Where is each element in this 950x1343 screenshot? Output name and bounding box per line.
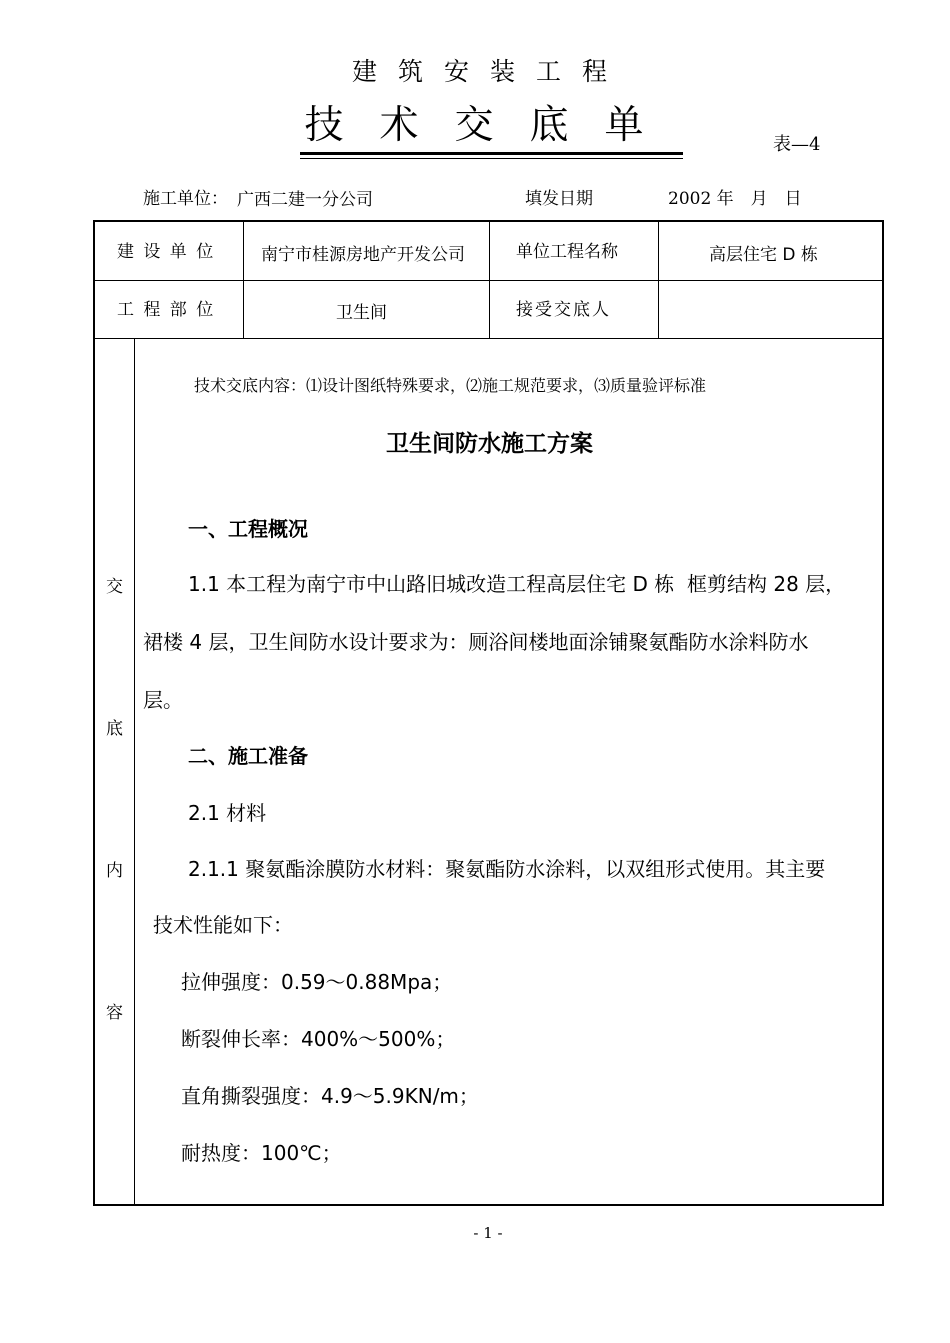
side-label-char: 容 — [106, 1003, 123, 1023]
builder-value: 南宁市桂源房地产开发公司 — [261, 245, 465, 265]
title-rule-thin — [300, 158, 683, 159]
builder-label: 建 设 单 位 — [117, 242, 216, 262]
plan-title: 卫生间防水施工方案 — [386, 431, 593, 457]
spec-item: 拉伸强度：0.59～0.88Mpa； — [181, 970, 453, 994]
issue-date-value: 2002 年 月 日 — [668, 189, 802, 209]
location-value: 卫生间 — [336, 303, 387, 323]
construction-unit-value: 广西二建一分公司 — [237, 190, 373, 210]
document-title-line1: 建筑安装工程 — [351, 57, 628, 86]
content-intro: 技术交底内容：⑴设计图纸特殊要求，⑵施工规范要求，⑶质量验评标准 — [194, 376, 707, 395]
receiver-label: 接受交底人 — [516, 300, 611, 320]
spec-item: 直角撕裂强度：4.9～5.9KN/m； — [181, 1084, 479, 1108]
document-title-line2: 技术交底单 — [304, 103, 680, 148]
paragraph-line: 裙楼 4 层，卫生间防水设计要求为：厕浴间楼地面涂铺聚氨酯防水涂料防水 — [143, 630, 809, 654]
project-name-label: 单位工程名称 — [516, 242, 618, 262]
page-number: - 1 - — [473, 1224, 503, 1242]
side-label-char: 交 — [106, 577, 123, 597]
table-col-divider — [134, 339, 135, 1204]
side-label-char: 内 — [106, 861, 123, 881]
title-rule-thick — [300, 152, 683, 155]
issue-date-label: 填发日期 — [525, 189, 593, 209]
section-heading: 二、施工准备 — [188, 744, 308, 768]
spec-item: 断裂伸长率：400%～500%； — [181, 1027, 456, 1051]
form-number: 表—4 — [773, 134, 821, 155]
project-name-value: 高层住宅 D 栋 — [709, 245, 818, 265]
spec-item: 耐热度：100℃； — [181, 1141, 342, 1165]
paragraph-line: 技术性能如下： — [153, 913, 293, 937]
table-col-divider — [243, 222, 244, 339]
paragraph-line: 2.1.1 聚氨酯涂膜防水材料：聚氨酯防水涂料，以双组形式使用。其主要 — [188, 857, 826, 881]
table-col-divider — [658, 222, 659, 339]
subsection-heading: 2.1 材料 — [188, 801, 267, 825]
paragraph-line: 层。 — [143, 688, 183, 712]
construction-unit-label: 施工单位： — [143, 189, 228, 209]
table-col-divider — [489, 222, 490, 339]
side-label-char: 底 — [106, 719, 123, 739]
location-label: 工 程 部 位 — [117, 300, 216, 320]
section-heading: 一、工程概况 — [188, 517, 308, 541]
disclosure-table — [93, 220, 884, 1206]
paragraph-line: 1.1 本工程为南宁市中山路旧城改造工程高层住宅 D 栋 框剪结构 28 层， — [188, 572, 846, 596]
